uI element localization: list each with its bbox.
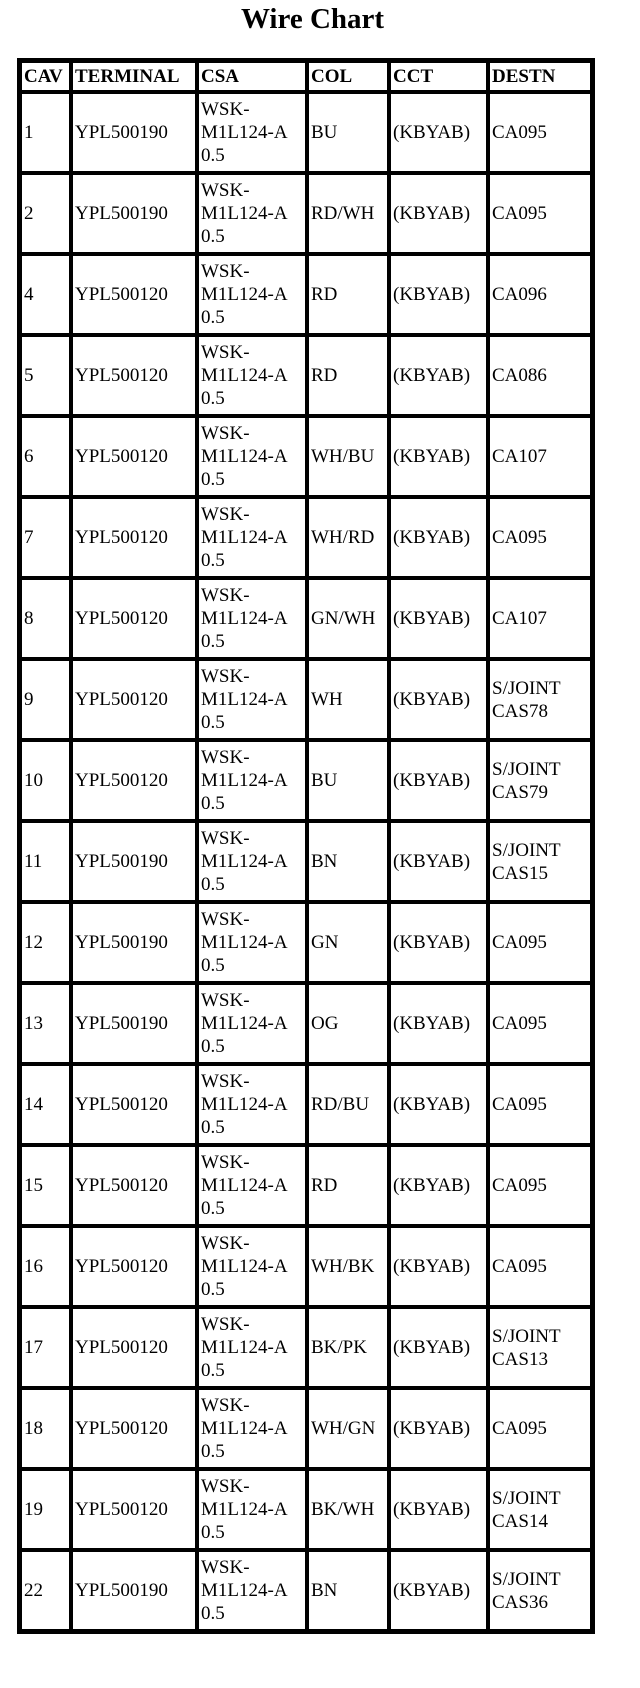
csa-line: 0.5: [201, 631, 225, 652]
csa-cell: [197, 254, 307, 335]
csa-line: WSK-: [201, 1233, 250, 1254]
csa-cell: [197, 92, 307, 173]
destn-line: CA086: [492, 365, 547, 386]
terminal-cell: YPL500120: [71, 1226, 197, 1307]
header-destn: DESTN: [488, 61, 592, 92]
csa-cell: [197, 497, 307, 578]
csa-line: M1L124-A: [201, 365, 288, 386]
destn-line: CAS79: [492, 781, 548, 803]
table-header-row: [20, 61, 592, 92]
csa-cell: [197, 740, 307, 821]
csa-line: M1L124-A: [201, 1256, 288, 1277]
destn-line: S/JOINT: [492, 1325, 561, 1347]
cav-cell: 5: [20, 335, 71, 416]
col-cell: OG: [307, 983, 389, 1064]
csa-line: M1L124-A: [201, 1499, 288, 1520]
csa-line: WSK-: [201, 423, 250, 444]
cav-cell: 9: [20, 659, 71, 740]
destn-cell: [488, 1388, 592, 1469]
destn-cell: [488, 497, 592, 578]
csa-cell: [197, 335, 307, 416]
cav-cell: 13: [20, 983, 71, 1064]
cav-cell: 17: [20, 1307, 71, 1388]
destn-cell: [488, 578, 592, 659]
csa-line: WSK-: [201, 261, 250, 282]
terminal-cell: YPL500120: [71, 335, 197, 416]
cct-cell: (KBYAB): [389, 1469, 488, 1550]
csa-line: M1L124-A: [201, 1337, 288, 1358]
csa-line: WSK-: [201, 1071, 250, 1092]
csa-cell: [197, 1064, 307, 1145]
csa-line: M1L124-A: [201, 284, 288, 305]
destn-line: CA095: [492, 1094, 547, 1115]
destn-line: CA095: [492, 1256, 547, 1277]
cct-cell: (KBYAB): [389, 1226, 488, 1307]
cct-cell: (KBYAB): [389, 821, 488, 902]
col-cell: GN: [307, 902, 389, 983]
destn-line: CA095: [492, 122, 547, 143]
csa-line: 0.5: [201, 793, 225, 814]
csa-line: WSK-: [201, 180, 250, 201]
csa-line: M1L124-A: [201, 446, 288, 467]
destn-line: CAS14: [492, 1510, 548, 1532]
csa-line: 0.5: [201, 1117, 225, 1138]
csa-line: WSK-: [201, 990, 250, 1011]
cav-cell: 14: [20, 1064, 71, 1145]
cct-cell: (KBYAB): [389, 1064, 488, 1145]
cct-cell: (KBYAB): [389, 92, 488, 173]
col-cell: WH/BK: [307, 1226, 389, 1307]
table-row: [20, 416, 592, 497]
csa-cell: [197, 173, 307, 254]
csa-cell: [197, 1307, 307, 1388]
csa-line: WSK-: [201, 585, 250, 606]
destn-line: CA095: [492, 527, 547, 548]
terminal-cell: YPL500190: [71, 173, 197, 254]
table-row: [20, 578, 592, 659]
col-cell: WH/BU: [307, 416, 389, 497]
csa-line: WSK-: [201, 504, 250, 525]
table-row: [20, 1226, 592, 1307]
terminal-cell: YPL500120: [71, 1145, 197, 1226]
table-row: [20, 254, 592, 335]
cav-cell: 11: [20, 821, 71, 902]
destn-cell: [488, 1550, 592, 1631]
destn-line: S/JOINT: [492, 1568, 561, 1590]
terminal-cell: YPL500120: [71, 497, 197, 578]
cav-cell: 4: [20, 254, 71, 335]
table-row: [20, 740, 592, 821]
csa-line: M1L124-A: [201, 608, 288, 629]
header-terminal: TERMINAL: [71, 61, 197, 92]
csa-cell: [197, 1550, 307, 1631]
col-cell: RD: [307, 335, 389, 416]
destn-cell: [488, 902, 592, 983]
cct-cell: (KBYAB): [389, 335, 488, 416]
destn-line: CA095: [492, 932, 547, 953]
csa-line: WSK-: [201, 666, 250, 687]
terminal-cell: YPL500190: [71, 92, 197, 173]
col-cell: BU: [307, 92, 389, 173]
header-cav: CAV: [20, 61, 71, 92]
terminal-cell: YPL500120: [71, 1064, 197, 1145]
col-cell: BN: [307, 1550, 389, 1631]
col-cell: BN: [307, 821, 389, 902]
csa-cell: [197, 821, 307, 902]
csa-line: M1L124-A: [201, 932, 288, 953]
csa-line: WSK-: [201, 342, 250, 363]
csa-line: 0.5: [201, 955, 225, 976]
destn-line: S/JOINT: [492, 677, 561, 699]
cct-cell: (KBYAB): [389, 1307, 488, 1388]
csa-line: WSK-: [201, 1152, 250, 1173]
col-cell: RD: [307, 1145, 389, 1226]
destn-line: CA107: [492, 608, 547, 629]
table-row: [20, 497, 592, 578]
csa-line: 0.5: [201, 1441, 225, 1462]
destn-line: CA096: [492, 284, 547, 305]
destn-cell: [488, 1226, 592, 1307]
col-cell: WH/RD: [307, 497, 389, 578]
csa-line: WSK-: [201, 828, 250, 849]
csa-line: M1L124-A: [201, 1094, 288, 1115]
csa-line: 0.5: [201, 1279, 225, 1300]
terminal-cell: YPL500120: [71, 659, 197, 740]
csa-line: M1L124-A: [201, 1175, 288, 1196]
col-cell: RD: [307, 254, 389, 335]
destn-line: CAS15: [492, 862, 548, 884]
destn-cell: [488, 335, 592, 416]
wire-chart-table: [17, 58, 595, 1634]
csa-line: WSK-: [201, 747, 250, 768]
col-cell: RD/WH: [307, 173, 389, 254]
destn-cell: [488, 1307, 592, 1388]
destn-cell: [488, 740, 592, 821]
destn-line: S/JOINT: [492, 758, 561, 780]
table-row: [20, 983, 592, 1064]
destn-cell: [488, 254, 592, 335]
terminal-cell: YPL500190: [71, 821, 197, 902]
destn-line: CAS13: [492, 1348, 548, 1370]
col-cell: BK/WH: [307, 1469, 389, 1550]
header-col: COL: [307, 61, 389, 92]
cct-cell: (KBYAB): [389, 173, 488, 254]
destn-cell: [488, 983, 592, 1064]
destn-cell: [488, 821, 592, 902]
cct-cell: (KBYAB): [389, 578, 488, 659]
table-row: [20, 1307, 592, 1388]
cav-cell: 10: [20, 740, 71, 821]
csa-cell: [197, 578, 307, 659]
csa-line: 0.5: [201, 388, 225, 409]
table-row: [20, 821, 592, 902]
destn-line: CAS78: [492, 700, 548, 722]
csa-line: 0.5: [201, 1603, 225, 1624]
csa-line: WSK-: [201, 1476, 250, 1497]
csa-line: M1L124-A: [201, 851, 288, 872]
cav-cell: 18: [20, 1388, 71, 1469]
cav-cell: 7: [20, 497, 71, 578]
csa-line: M1L124-A: [201, 122, 288, 143]
cav-cell: 12: [20, 902, 71, 983]
destn-line: S/JOINT: [492, 839, 561, 861]
table-row: [20, 659, 592, 740]
cav-cell: 8: [20, 578, 71, 659]
destn-cell: [488, 659, 592, 740]
csa-cell: [197, 659, 307, 740]
terminal-cell: YPL500120: [71, 1388, 197, 1469]
csa-cell: [197, 1388, 307, 1469]
table-row: [20, 1469, 592, 1550]
table-row: [20, 1064, 592, 1145]
col-cell: GN/WH: [307, 578, 389, 659]
table-row: [20, 173, 592, 254]
col-cell: RD/BU: [307, 1064, 389, 1145]
csa-line: M1L124-A: [201, 527, 288, 548]
csa-line: 0.5: [201, 1198, 225, 1219]
cct-cell: (KBYAB): [389, 1550, 488, 1631]
csa-line: 0.5: [201, 145, 225, 166]
table-body: [20, 92, 592, 1631]
destn-cell: [488, 92, 592, 173]
terminal-cell: YPL500190: [71, 1550, 197, 1631]
cct-cell: (KBYAB): [389, 497, 488, 578]
cav-cell: 19: [20, 1469, 71, 1550]
terminal-cell: YPL500190: [71, 983, 197, 1064]
destn-line: CA107: [492, 446, 547, 467]
csa-line: WSK-: [201, 1314, 250, 1335]
table-row: [20, 1388, 592, 1469]
destn-cell: [488, 173, 592, 254]
csa-cell: [197, 1469, 307, 1550]
terminal-cell: YPL500190: [71, 902, 197, 983]
csa-line: M1L124-A: [201, 770, 288, 791]
csa-line: 0.5: [201, 550, 225, 571]
csa-cell: [197, 1226, 307, 1307]
cct-cell: (KBYAB): [389, 983, 488, 1064]
csa-line: 0.5: [201, 1360, 225, 1381]
terminal-cell: YPL500120: [71, 1307, 197, 1388]
col-cell: BK/PK: [307, 1307, 389, 1388]
table-row: [20, 1145, 592, 1226]
destn-cell: [488, 416, 592, 497]
csa-line: 0.5: [201, 469, 225, 490]
header-cct: CCT: [389, 61, 488, 92]
csa-line: M1L124-A: [201, 1418, 288, 1439]
cct-cell: (KBYAB): [389, 1145, 488, 1226]
col-cell: WH/GN: [307, 1388, 389, 1469]
csa-line: M1L124-A: [201, 1013, 288, 1034]
csa-line: 0.5: [201, 1036, 225, 1057]
cav-cell: 1: [20, 92, 71, 173]
destn-line: CA095: [492, 1175, 547, 1196]
terminal-cell: YPL500120: [71, 1469, 197, 1550]
csa-line: M1L124-A: [201, 689, 288, 710]
cav-cell: 16: [20, 1226, 71, 1307]
csa-cell: [197, 416, 307, 497]
csa-line: WSK-: [201, 1557, 250, 1578]
cav-cell: 22: [20, 1550, 71, 1631]
header-csa: CSA: [197, 61, 307, 92]
csa-line: WSK-: [201, 99, 250, 120]
destn-line: CA095: [492, 203, 547, 224]
csa-line: 0.5: [201, 712, 225, 733]
csa-line: 0.5: [201, 874, 225, 895]
destn-line: CA095: [492, 1013, 547, 1034]
table-row: [20, 335, 592, 416]
csa-line: M1L124-A: [201, 203, 288, 224]
table-row: [20, 92, 592, 173]
csa-line: 0.5: [201, 307, 225, 328]
terminal-cell: YPL500120: [71, 416, 197, 497]
cav-cell: 2: [20, 173, 71, 254]
cav-cell: 15: [20, 1145, 71, 1226]
cav-cell: 6: [20, 416, 71, 497]
terminal-cell: YPL500120: [71, 740, 197, 821]
destn-cell: [488, 1469, 592, 1550]
col-cell: WH: [307, 659, 389, 740]
terminal-cell: YPL500120: [71, 254, 197, 335]
destn-line: CA095: [492, 1418, 547, 1439]
col-cell: BU: [307, 740, 389, 821]
cct-cell: (KBYAB): [389, 1388, 488, 1469]
destn-line: CAS36: [492, 1591, 548, 1613]
cct-cell: (KBYAB): [389, 416, 488, 497]
cct-cell: (KBYAB): [389, 740, 488, 821]
cct-cell: (KBYAB): [389, 254, 488, 335]
cct-cell: (KBYAB): [389, 902, 488, 983]
csa-line: 0.5: [201, 1522, 225, 1543]
table-row: [20, 902, 592, 983]
csa-cell: [197, 983, 307, 1064]
page-title: Wire Chart: [240, 3, 385, 35]
csa-line: WSK-: [201, 1395, 250, 1416]
destn-cell: [488, 1145, 592, 1226]
terminal-cell: YPL500120: [71, 578, 197, 659]
table-row: [20, 1550, 592, 1631]
csa-cell: [197, 902, 307, 983]
csa-line: WSK-: [201, 909, 250, 930]
destn-cell: [488, 1064, 592, 1145]
destn-line: S/JOINT: [492, 1487, 561, 1509]
csa-line: M1L124-A: [201, 1580, 288, 1601]
csa-cell: [197, 1145, 307, 1226]
cct-cell: (KBYAB): [389, 659, 488, 740]
csa-line: 0.5: [201, 226, 225, 247]
